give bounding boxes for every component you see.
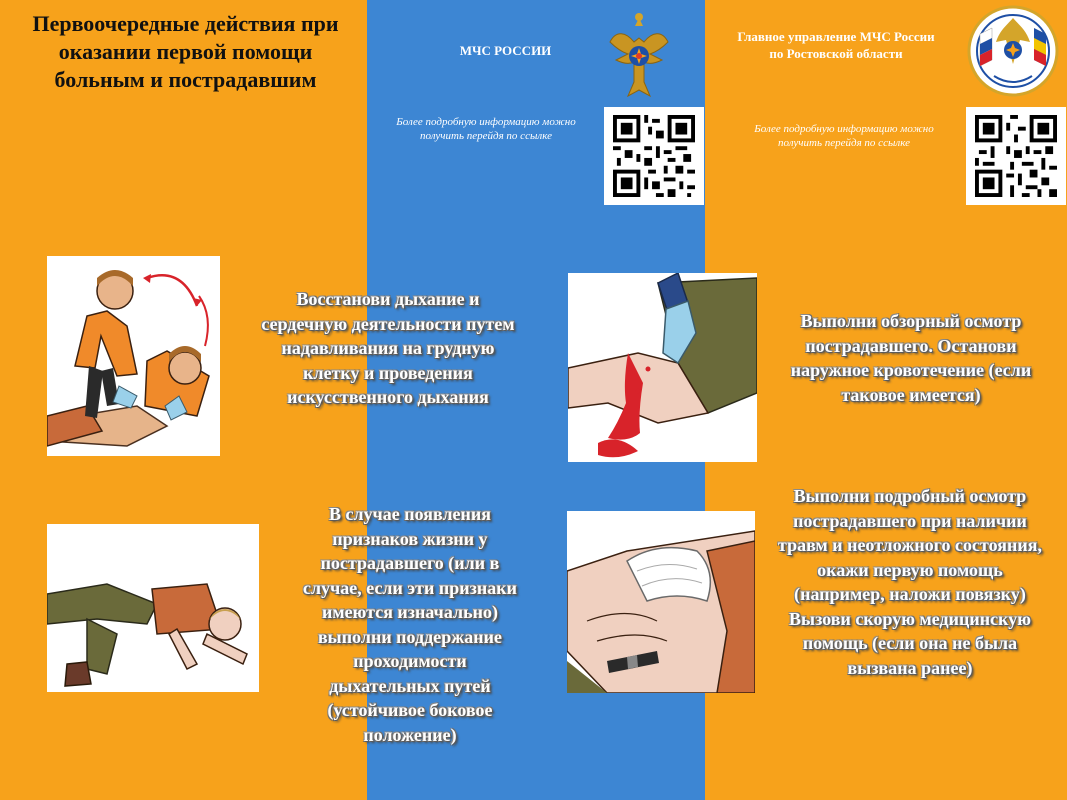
info-text-mid: Более подробную информацию можно получить перейдя по ссылке: [396, 116, 576, 142]
step-2-text: Выполни обзорный осмотр пострадавшего. Останови наружное кровотечение (если таковое имеется): [790, 311, 1032, 405]
recovery-position-illustration: [47, 524, 259, 692]
mchs-eagle-emblem-icon: [606, 12, 672, 104]
step-3-text: В случае появления признаков жизни у пострадавшего (или в случае, если эти признаки имеются изначально) выполни поддержание проходимости дыхательных путей (устойчивое боковое положение): [303, 504, 517, 745]
step-4-text: Выполни подробный осмотр пострадавшего при наличии травм и неотложного состояния, окажи первую помощь (например, наложи повязку) Вызови скорую медицинскую помощь (если она не была вызвана ранее): [778, 486, 1042, 678]
qr-code-icon: [974, 115, 1058, 197]
qr-code-mchs[interactable]: [604, 107, 704, 205]
cpr-illustration: [47, 256, 220, 456]
qr-code-rostov[interactable]: [966, 107, 1066, 205]
step-1-text: Восстанови дыхание и сердечную деятельности путем надавливания на грудную клетку и проведения искусственного дыхания: [261, 289, 515, 407]
info-text-right: Более подробную информацию можно получить перейдя по ссылке: [754, 123, 934, 149]
page-title: Первоочередные действия при оказании первой помощи больным и пострадавшим: [32, 11, 339, 92]
bleeding-leg-illustration: [568, 273, 757, 462]
bandage-illustration: [567, 511, 755, 693]
org-name-mchs: МЧС РОССИИ: [459, 43, 552, 58]
org-name-rostov: Главное управление МЧС России по Ростовской области: [737, 29, 935, 61]
qr-code-icon: [612, 115, 696, 197]
rostov-mchs-emblem-icon: [966, 4, 1060, 98]
